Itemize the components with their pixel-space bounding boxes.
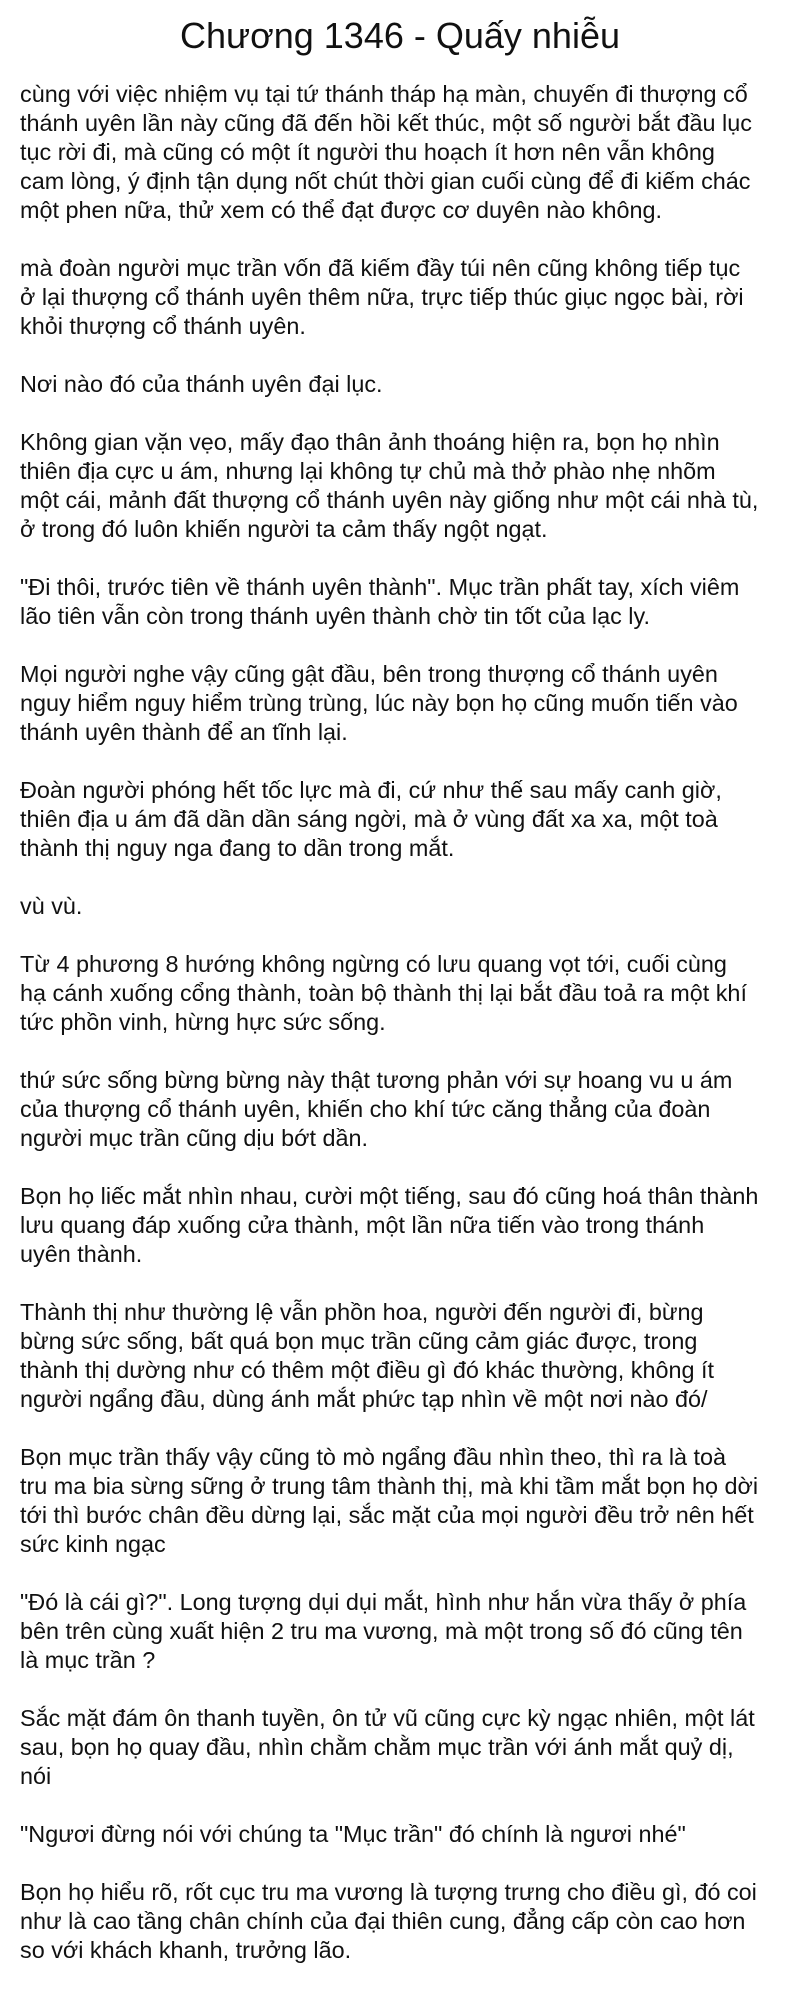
paragraph-line: mà đoàn người mục trần vốn đã kiếm đầy túi nên cũng không tiếp tục [20, 255, 741, 281]
paragraph-line: một cái, mảnh đất thượng cổ thánh uyên này giống như một cái nhà tù, [20, 487, 759, 513]
paragraph-line: cùng với việc nhiệm vụ tại tứ thánh tháp hạ màn, chuyến đi thượng cổ [20, 81, 748, 107]
paragraph-line: nói [20, 1763, 52, 1789]
paragraph [20, 950, 790, 1037]
paragraph-line: tức phồn vinh, hừng hực sức sống. [20, 1009, 386, 1035]
paragraph-line: thành thị nguy nga đang to dần trong mắt. [20, 835, 455, 861]
paragraph-line: Bọn họ liếc mắt nhìn nhau, cười một tiếng, sau đó cũng hoá thân thành [20, 1183, 759, 1209]
paragraph-line: "Đó là cái gì?". Long tượng dụi dụi mắt, hình như hắn vừa thấy ở phía [20, 1589, 747, 1615]
paragraph [20, 1878, 790, 1965]
paragraph-line: khỏi thượng cổ thánh uyên. [20, 313, 306, 339]
paragraph-line: Bọn mục trần thấy vậy cũng tò mò ngẩng đầu nhìn theo, thì ra là toà [20, 1444, 727, 1470]
paragraph-line: người mục trần cũng dịu bớt dần. [20, 1125, 369, 1151]
paragraph-line: hạ cánh xuống cổng thành, toàn bộ thành thị lại bắt đầu toả ra một khí [20, 980, 747, 1006]
paragraph [20, 370, 790, 399]
paragraph [20, 1182, 790, 1269]
paragraph [20, 660, 790, 747]
chapter-body [20, 80, 790, 1994]
paragraph-line: thứ sức sống bừng bừng này thật tương phản với sự hoang vu u ám [20, 1067, 733, 1093]
paragraph-line: tru ma bia sừng sững ở trung tâm thành thị, mà khi tầm mắt bọn họ dời [20, 1473, 759, 1499]
paragraph-line: bừng sức sống, bất quá bọn mục trần cũng cảm giác được, trong [20, 1328, 698, 1354]
paragraph-line: lưu quang đáp xuống cửa thành, một lần nữa tiến vào trong thánh [20, 1212, 705, 1238]
paragraph-line: sức kinh ngạc [20, 1531, 166, 1557]
paragraph-line: ở lại thượng cổ thánh uyên thêm nữa, trực tiếp thúc giục ngọc bài, rời [20, 284, 744, 310]
paragraph-line: tới thì bước chân đều dừng lại, sắc mặt của mọi người đều trở nên hết [20, 1502, 754, 1528]
paragraph [20, 1704, 790, 1791]
paragraph-line: uyên thành. [20, 1241, 143, 1267]
paragraph-line: của thượng cổ thánh uyên, khiến cho khí tức căng thẳng của đoàn [20, 1096, 711, 1122]
paragraph-line: nguy hiểm nguy hiểm trùng trùng, lúc này bọn họ cũng muốn tiến vào [20, 690, 738, 716]
paragraph-line: người ngẩng đầu, dùng ánh mắt phức tạp nhìn về một nơi nào đó/ [20, 1386, 708, 1412]
paragraph-line: "Đi thôi, trước tiên về thánh uyên thành". Mục trần phất tay, xích viêm [20, 574, 740, 600]
paragraph-line: so với khách khanh, trưởng lão. [20, 1937, 352, 1963]
paragraph-line: là mục trần ? [20, 1647, 156, 1673]
paragraph-line: Mọi người nghe vậy cũng gật đầu, bên trong thượng cổ thánh uyên [20, 661, 718, 687]
paragraph-line: Thành thị như thường lệ vẫn phồn hoa, người đến người đi, bừng [20, 1299, 704, 1325]
paragraph-line: Từ 4 phương 8 hướng không ngừng có lưu quang vọt tới, cuối cùng [20, 951, 727, 977]
paragraph-line: một phen nữa, thử xem có thể đạt được cơ duyên nào không. [20, 197, 662, 223]
paragraph [20, 1443, 790, 1559]
paragraph-line: thiên địa cực u ám, nhưng lại không tự chủ mà thở phào nhẹ nhõm [20, 458, 716, 484]
paragraph [20, 254, 790, 341]
chapter-title: Chương 1346 - Quấy nhiễu [180, 15, 620, 56]
paragraph [20, 892, 790, 921]
paragraph-line: thánh uyên lần này cũng đã đến hồi kết thúc, một số người bắt đầu lục [20, 110, 752, 136]
paragraph [20, 573, 790, 631]
paragraph [20, 1588, 790, 1675]
paragraph-line: "Ngươi đừng nói với chúng ta "Mục trần" đó chính là ngươi nhé" [20, 1821, 686, 1847]
paragraph-line: tục rời đi, mà cũng có một ít người thu hoạch ít hơn nên vẫn không [20, 139, 715, 165]
paragraph [20, 1066, 790, 1153]
paragraph-line: thánh uyên thành để an tĩnh lại. [20, 719, 348, 745]
paragraph [20, 1298, 790, 1414]
paragraph-line: thành thị dường như có thêm một điều gì đó khác thường, không ít [20, 1357, 715, 1383]
paragraph [20, 80, 790, 225]
paragraph [20, 776, 790, 863]
paragraph-line: Bọn họ hiểu rõ, rốt cục tru ma vương là tượng trưng cho điều gì, đó coi [20, 1879, 757, 1905]
paragraph-line: như là cao tầng chân chính của đại thiên cung, đẳng cấp còn cao hơn [20, 1908, 746, 1934]
paragraph-line: Nơi nào đó của thánh uyên đại lục. [20, 371, 383, 397]
paragraph [20, 428, 790, 544]
paragraph-line: ở trong đó luôn khiến người ta cảm thấy ngột ngạt. [20, 516, 548, 542]
paragraph-line: Sắc mặt đám ôn thanh tuyền, ôn tử vũ cũng cực kỳ ngạc nhiên, một lát [20, 1705, 755, 1731]
paragraph-line: Không gian vặn vẹo, mấy đạo thân ảnh thoáng hiện ra, bọn họ nhìn [20, 429, 720, 455]
paragraph-line: sau, bọn họ quay đầu, nhìn chằm chằm mục trần với ánh mắt quỷ dị, [20, 1734, 734, 1760]
paragraph-line: cam lòng, ý định tận dụng nốt chút thời gian cuối cùng để đi kiếm chác [20, 168, 751, 194]
paragraph-line: Đoàn người phóng hết tốc lực mà đi, cứ như thế sau mấy canh giờ, [20, 777, 722, 803]
paragraph-line: vù vù. [20, 893, 83, 919]
paragraph-line: thiên địa u ám đã dần dần sáng ngời, mà ở vùng đất xa xa, một toà [20, 806, 718, 832]
paragraph-line: lão tiên vẫn còn trong thánh uyên thành chờ tin tốt của lạc ly. [20, 603, 650, 629]
paragraph [20, 1820, 790, 1849]
paragraph-line: bên trên cùng xuất hiện 2 tru ma vương, mà một trong số đó cũng tên [20, 1618, 743, 1644]
